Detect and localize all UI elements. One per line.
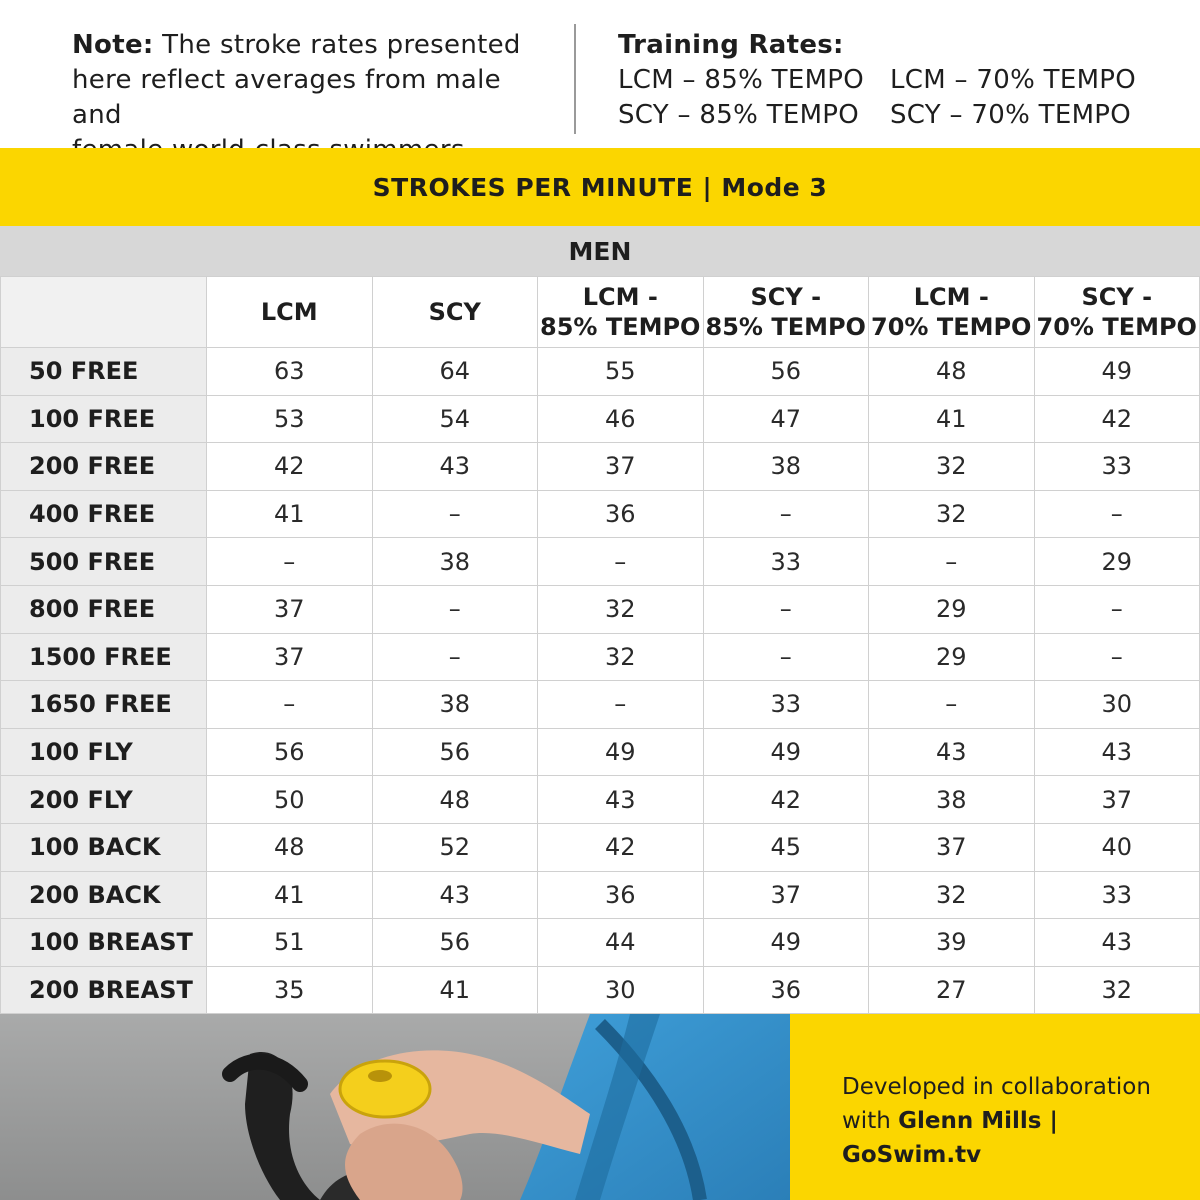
cyclist-with-metronome-image <box>0 1014 790 1200</box>
training-rate-item: LCM – 85% TEMPO <box>618 65 865 95</box>
rate-cell: – <box>1034 633 1200 681</box>
event-cell: 200 BREAST <box>1 966 207 1014</box>
training-rate-item: SCY – 70% TEMPO <box>890 100 1132 130</box>
table-row <box>1 395 1200 443</box>
rate-cell: – <box>703 585 869 633</box>
rate-cell: 43 <box>1034 919 1200 967</box>
footer-panel <box>790 1014 1200 1200</box>
rate-cell: – <box>372 490 538 538</box>
rate-cell: – <box>703 490 869 538</box>
rate-cell: 56 <box>703 348 869 396</box>
rate-cell: 63 <box>207 348 373 396</box>
rate-cell: – <box>869 538 1035 586</box>
rate-cell: – <box>538 538 704 586</box>
rate-cell: – <box>207 538 373 586</box>
rate-cell: 38 <box>703 443 869 491</box>
rate-cell: 48 <box>869 348 1035 396</box>
training-rates-list <box>618 63 1188 133</box>
table-row <box>1 823 1200 871</box>
table-row <box>1 776 1200 824</box>
rate-cell: 37 <box>703 871 869 919</box>
rate-cell: 36 <box>538 871 704 919</box>
rate-cell: 37 <box>869 823 1035 871</box>
rate-cell: 33 <box>1034 443 1200 491</box>
rate-cell: 47 <box>703 395 869 443</box>
event-cell: 50 FREE <box>1 348 207 396</box>
rate-cell: 29 <box>869 585 1035 633</box>
rate-cell: 37 <box>207 633 373 681</box>
column-header: SCY - 70% TEMPO <box>1034 277 1200 348</box>
rate-cell: 32 <box>869 871 1035 919</box>
table-row <box>1 728 1200 776</box>
rate-cell: 49 <box>1034 348 1200 396</box>
rate-cell: 46 <box>538 395 704 443</box>
rate-cell: – <box>1034 490 1200 538</box>
strokes-per-minute-banner: STROKES PER MINUTE | Mode 3 <box>0 148 1200 226</box>
table-header-row <box>1 277 1200 348</box>
rate-cell: 56 <box>372 919 538 967</box>
event-cell: 1650 FREE <box>1 681 207 729</box>
note-text-line2: here reflect averages from male and <box>72 65 501 130</box>
rate-cell: 33 <box>703 681 869 729</box>
rate-cell: – <box>538 681 704 729</box>
rate-cell: 49 <box>538 728 704 776</box>
rate-cell: 55 <box>538 348 704 396</box>
event-cell: 200 FREE <box>1 443 207 491</box>
rate-cell: 43 <box>1034 728 1200 776</box>
table-row <box>1 490 1200 538</box>
training-rate-item: LCM – 70% TEMPO <box>890 65 1137 95</box>
rate-cell: 37 <box>207 585 373 633</box>
rate-cell: 33 <box>1034 871 1200 919</box>
table-row <box>1 919 1200 967</box>
rate-cell: 49 <box>703 728 869 776</box>
rate-cell: 30 <box>538 966 704 1014</box>
event-cell: 800 FREE <box>1 585 207 633</box>
rate-cell: 53 <box>207 395 373 443</box>
event-cell: 400 FREE <box>1 490 207 538</box>
stroke-rate-table <box>0 276 1200 1014</box>
rate-cell: 29 <box>1034 538 1200 586</box>
rate-cell: 32 <box>869 490 1035 538</box>
rate-cell: – <box>207 681 373 729</box>
column-header: LCM - 70% TEMPO <box>869 277 1035 348</box>
rate-cell: 44 <box>538 919 704 967</box>
rate-cell: 32 <box>1034 966 1200 1014</box>
rate-cell: 35 <box>207 966 373 1014</box>
rate-cell: 27 <box>869 966 1035 1014</box>
rate-cell: 52 <box>372 823 538 871</box>
event-cell: 200 FLY <box>1 776 207 824</box>
collaboration-credit <box>842 1070 1200 1172</box>
rate-cell: 40 <box>1034 823 1200 871</box>
table-row <box>1 871 1200 919</box>
rate-cell: – <box>869 681 1035 729</box>
rate-cell: 64 <box>372 348 538 396</box>
header-divider <box>574 24 576 134</box>
collaboration-line2-prefix: with <box>842 1108 899 1134</box>
table-row <box>1 966 1200 1014</box>
rate-cell: 45 <box>703 823 869 871</box>
event-cell: 100 FLY <box>1 728 207 776</box>
collaboration-names: Glenn Mills | GoSwim.tv <box>842 1108 1058 1168</box>
note-label: Note: <box>72 30 154 60</box>
section-title-men: MEN <box>0 226 1200 276</box>
rate-cell: 38 <box>372 681 538 729</box>
table-row <box>1 443 1200 491</box>
rate-cell: 43 <box>372 871 538 919</box>
table-row <box>1 538 1200 586</box>
rate-cell: 41 <box>869 395 1035 443</box>
note-text-line1: The stroke rates presented <box>153 30 521 60</box>
rate-cell: 43 <box>538 776 704 824</box>
rate-cell: 42 <box>1034 395 1200 443</box>
rate-cell: 37 <box>538 443 704 491</box>
rate-cell: 50 <box>207 776 373 824</box>
rate-cell: 48 <box>207 823 373 871</box>
rate-cell: 38 <box>372 538 538 586</box>
rate-cell: 37 <box>1034 776 1200 824</box>
training-rate-item: SCY – 85% TEMPO <box>618 100 860 130</box>
training-rates-title: Training Rates: <box>618 30 844 60</box>
rate-cell: 42 <box>207 443 373 491</box>
rate-cell: 43 <box>372 443 538 491</box>
rate-cell: 43 <box>869 728 1035 776</box>
column-header: SCY - 85% TEMPO <box>703 277 869 348</box>
rate-cell: 41 <box>207 490 373 538</box>
rate-cell: – <box>372 633 538 681</box>
event-cell: 100 FREE <box>1 395 207 443</box>
rate-cell: 54 <box>372 395 538 443</box>
rate-cell: 32 <box>538 633 704 681</box>
rate-cell: 32 <box>538 585 704 633</box>
header <box>0 0 1200 148</box>
event-cell: 200 BACK <box>1 871 207 919</box>
cyclist-photo <box>0 1014 790 1200</box>
rate-cell: 32 <box>869 443 1035 491</box>
rate-cell: 39 <box>869 919 1035 967</box>
rate-cell: 56 <box>372 728 538 776</box>
column-header: LCM <box>207 277 373 348</box>
rate-cell: 41 <box>207 871 373 919</box>
event-cell: 1500 FREE <box>1 633 207 681</box>
rate-cell: 38 <box>869 776 1035 824</box>
rate-cell: 51 <box>207 919 373 967</box>
rate-cell: 36 <box>703 966 869 1014</box>
training-rates <box>618 28 1188 133</box>
event-cell: 100 BREAST <box>1 919 207 967</box>
note <box>72 28 552 168</box>
column-header: LCM - 85% TEMPO <box>538 277 704 348</box>
rate-cell: 56 <box>207 728 373 776</box>
rate-cell: – <box>372 585 538 633</box>
rate-cell: 33 <box>703 538 869 586</box>
event-cell: 500 FREE <box>1 538 207 586</box>
event-cell: 100 BACK <box>1 823 207 871</box>
table-row <box>1 681 1200 729</box>
rate-cell: 48 <box>372 776 538 824</box>
rate-cell: 30 <box>1034 681 1200 729</box>
rate-cell: 42 <box>538 823 704 871</box>
collaboration-line1: Developed in collaboration <box>842 1074 1151 1100</box>
rate-cell: 49 <box>703 919 869 967</box>
rate-cell: – <box>703 633 869 681</box>
table-row <box>1 348 1200 396</box>
column-header: SCY <box>372 277 538 348</box>
rate-cell: 41 <box>372 966 538 1014</box>
rate-cell: 29 <box>869 633 1035 681</box>
header-blank-cell <box>1 277 207 348</box>
table-row <box>1 585 1200 633</box>
rate-cell: 42 <box>703 776 869 824</box>
table-row <box>1 633 1200 681</box>
rate-cell: 36 <box>538 490 704 538</box>
rate-cell: – <box>1034 585 1200 633</box>
